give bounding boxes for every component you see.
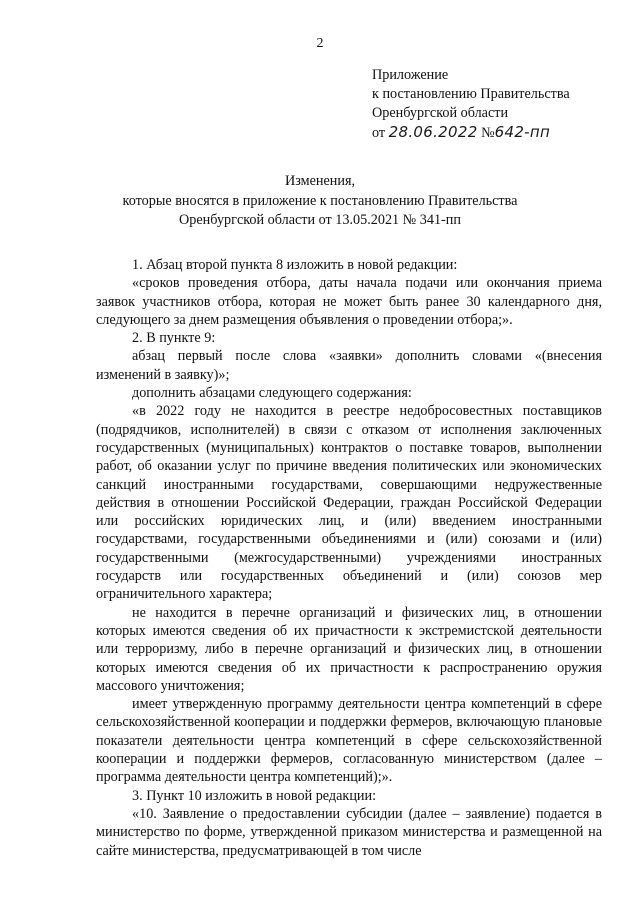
appendix-line: к постановлению Правительства bbox=[372, 86, 570, 102]
title-line: Изменения, bbox=[284, 173, 356, 189]
paragraph: «10. Заявление о предоставлении субсидии (далее – заявление) подается в министерство по форме, утвержденной приказом министерства и размещенной на сайте министерства, предусматривающей в том числе bbox=[96, 805, 602, 859]
paragraph: абзац первый после слова «заявки» дополнить словами «(внесения изменений в заявку)»; bbox=[96, 348, 602, 383]
handwritten-date: 28.06.2022 bbox=[388, 123, 478, 141]
document-title bbox=[60, 172, 580, 231]
paragraph: 1. Абзац второй пункта 8 изложить в новой редакции: bbox=[132, 257, 458, 273]
date-prefix: от bbox=[372, 125, 386, 141]
number-sign: № bbox=[481, 125, 495, 141]
title-line: Оренбургской области от 13.05.2021 № 341-пп bbox=[179, 212, 461, 228]
paragraph: 3. Пункт 10 изложить в новой редакции: bbox=[132, 787, 377, 804]
handwritten-number: 642-пп bbox=[494, 123, 551, 141]
paragraph: не находится в перечне организаций и физических лиц, в отношении которых имеются сведения об их причастности к экстремистской деятельности или терроризму, либо в перечне организаций и физических лиц, в отношении которых имеются сведения об их причастности к распространению оружия массового уничтожения; bbox=[96, 604, 602, 694]
paragraph: «в 2022 году не находится в реестре недобросовестных поставщиков (подрядчиков, исполнителей) в связи с отказом от исполнения заключенных государственных (муниципальных) контрактов о поставке товаров, выполнении работ, об оказании услуг по причине введения политических или экономических санкций иностранными государствами, совершающими недружественные действия в отношении Российской Федерации, граждан Российской Федерации или российских юридических лиц, и (или) введением иностранными государствами, государственными объединениями и (или) союзами и (или) государственными (межгосударственными) учреждениями иностранных государств или государственных объединений и (или) союзов мер ограничительного характера; bbox=[96, 403, 602, 603]
document-body bbox=[96, 256, 602, 860]
paragraph: дополнить абзацами следующего содержания: bbox=[132, 385, 412, 402]
appendix-block bbox=[372, 66, 570, 143]
paragraph: 2. В пункте 9: bbox=[132, 330, 216, 347]
appendix-date-line bbox=[372, 123, 570, 143]
paragraph: «сроков проведения отбора, даты начала подачи или окончания приема заявок участников отбора, которая не может быть ранее 30 календарного дня, следующего за днем размещения объявления о проведении отбора;». bbox=[96, 275, 602, 328]
paragraph: имеет утвержденную программу деятельности центра компетенций в сфере сельскохозяйственной кооперации и поддержки фермеров, включающую плановые показатели деятельности центра компетенций в сфере сельскохозяйственной кооперации и поддержки фермеров, согласованную министерством (далее – программа деятельности центра компетенций);». bbox=[96, 696, 602, 786]
appendix-line: Оренбургской области bbox=[372, 105, 509, 121]
appendix-line: Приложение bbox=[372, 67, 449, 83]
page-number: 2 bbox=[316, 36, 324, 51]
title-line: которые вносятся в приложение к постановлению Правительства bbox=[122, 192, 518, 209]
